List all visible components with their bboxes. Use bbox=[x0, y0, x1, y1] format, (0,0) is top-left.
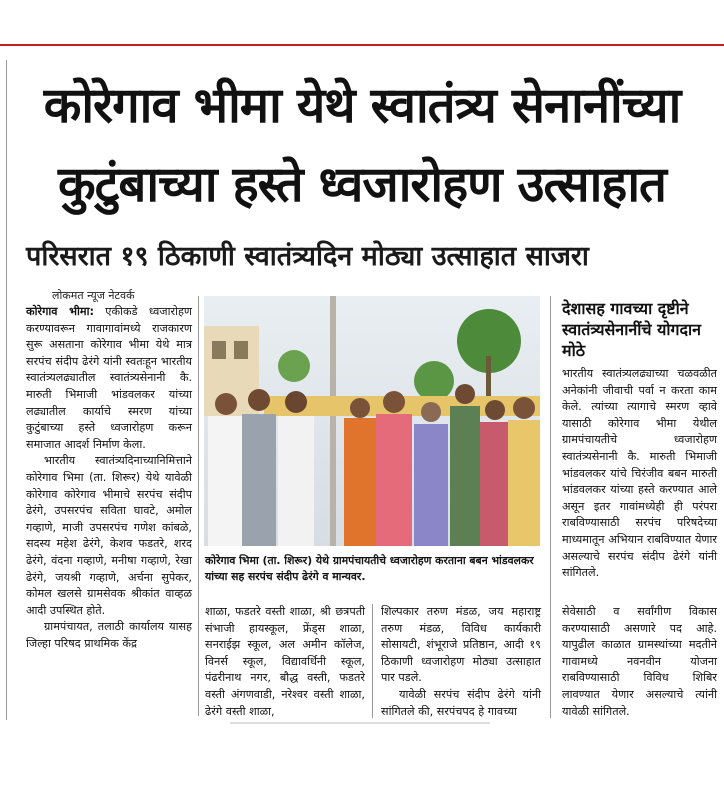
article-column-1 bbox=[26, 304, 192, 652]
sidebar-heading: देशासह गावच्या दृष्टीने स्वातंत्र्यसेनानींचे योगदान मोठे bbox=[562, 299, 702, 360]
photo-caption: कोरेगाव भिमा (ता. शिरूर) येथे ग्रामपंचायतीचे ध्वजारोहण करताना बबन भांडवलकर यांच्या सह सरपंच संदीप ढेरंगे व मान्यवर. bbox=[205, 554, 534, 583]
article-column-2 bbox=[205, 604, 365, 720]
paragraph-3: ग्रामपंचायत, तलाठी कार्यालय यासह जिल्हा परिषद प्राथमिक केंद्र bbox=[26, 620, 192, 650]
top-rule bbox=[0, 44, 724, 46]
column-divider-1 bbox=[198, 296, 199, 716]
subheadline: परिसरात १९ ठिकाणी स्वातंत्र्यदिन मोठ्या उत्साहात साजरा bbox=[26, 241, 589, 272]
sidebar-paragraph: भारतीय स्वातंत्र्यलढ्याच्या चळवळीत अनेकांनी जीवाची पर्वा न करता काम केले. त्यांच्या त्यागाचे स्मरण व्हावे यासाठी कोरेगाव भीमा येथील ग्रामपंचायतीचे ध्वजारोहण स्वातंत्र्यसेनानी कै. मारुती भिमाजी भांडवलकर यांचे चिरंजीव बबन मारुती भांडवलकर यांच्या हस्ते करण्यात आले असून इतर गावांमध्येही ही परंपरा राबविण्यासाठी सरपंच परिषदेच्या माध्यमातून अभियान राबविण्यात येणार असल्याचे सरपंच संदीप ढेरंगे यांनी सांगितले. bbox=[562, 367, 717, 580]
column-divider-2 bbox=[372, 604, 373, 718]
article-column-3 bbox=[381, 604, 541, 720]
headline-line-1: कोरेगाव भीमा येथे स्वातंत्र्य सेनानींच्या bbox=[43, 77, 681, 134]
column-divider-3 bbox=[550, 296, 551, 718]
column-3-paragraph-2: यावेळी सरपंच संदीप ढेरंगे यांनी सांगितले की, सरपंचपद हे गावच्या bbox=[381, 687, 541, 718]
headline-line-2: कुटुंबाच्या हस्ते ध्वजारोहण उत्साहात bbox=[58, 156, 666, 213]
byline: लोकमत न्यूज नेटवर्क bbox=[52, 289, 135, 302]
column-3-paragraph-1: शिल्पकार तरुण मंडळ, जय महाराष्ट्र तरुण मंडळ, विविध कार्यकारी सोसायटी, शंभूराजे प्रतिष्ठान, आदी १९ ठिकाणी ध्वजारोहण मोठ्या उत्साहात पार पडले. bbox=[381, 605, 541, 685]
group-photo-illustration bbox=[204, 296, 540, 546]
column-2-text: शाळा, फडतरे वस्ती शाळा, श्री छत्रपती संभाजी हायस्कूल, फ्रेंड्स शाळा, सनराईझ स्कूल, अल अमीन कॉलेज, विनर्स स्कूल, विद्यावर्धिनी स्कूल, पंढरीनाथ नगर, बौद्ध वस्ती, फडतरे वस्ती अंगणवाडी, नरेश्वर वस्ती शाळा, ढेरंगे वस्ती शाळा, bbox=[205, 605, 365, 718]
bottom-rule bbox=[230, 722, 490, 724]
paragraph-2: भारतीय स्वातंत्र्यदिनाच्यानिमित्ताने कोरेगाव भिमा (ता. शिरूर) येथे यावेळी कोरेगाव कोरेगाव भीमाचे सरपंच संदीप ढेरंगे, उपसरपंच सविता घावटे, अमोल गव्हाणे, माजी उपसरपंच गणेश कांबळे, सदस्य महेश ढेरंगे, केशव फडतरे, शरद ढेरंगे, वंदना गव्हाणे, मनीषा गव्हाणे, रेखा ढेरंगे, जयश्री गव्हाणे, अर्चना सुपेकर, कोमल खलसे ग्रामसेवक श्रीकांत वाव्हळ आदी उपस्थित होते. bbox=[26, 454, 192, 617]
column-4-text: सेवेसाठी व सर्वांगीण विकास करण्यासाठी असणारे पद आहे. यापुढील काळात ग्रामस्थांच्या मदतीने गावामध्ये नवनवीन योजना राबविण्यासाठी विविध शिबिर लावण्यात येणार असल्याचे त्यांनी यावेळी सांगितले. bbox=[562, 605, 717, 718]
lead-text: एकीकडे ध्वजारोहण करण्यावरून गावागावांमध्ये राजकारण सुरू असताना कोरेगाव भीमा येथे मात्र सरपंच संदीप ढेरंगे यांनी स्वतःहून भारतीय स्वातंत्र्यलढ्यातील स्वातंत्र्यसेनानी कै. मारुती भिमाजी भांडवलकर यांच्या लढ्यातील कार्याचे स्मरण यांच्या कुटुंबाच्या हस्ते ध्वजारोहण करून समाजात आदर्श निर्माण केला. bbox=[26, 305, 192, 451]
sidebar-body bbox=[562, 366, 717, 582]
lead-paragraph bbox=[26, 304, 192, 453]
article-column-4 bbox=[562, 604, 717, 720]
dateline: कोरेगाव भीमा: bbox=[26, 305, 94, 318]
article-photo bbox=[204, 296, 540, 546]
